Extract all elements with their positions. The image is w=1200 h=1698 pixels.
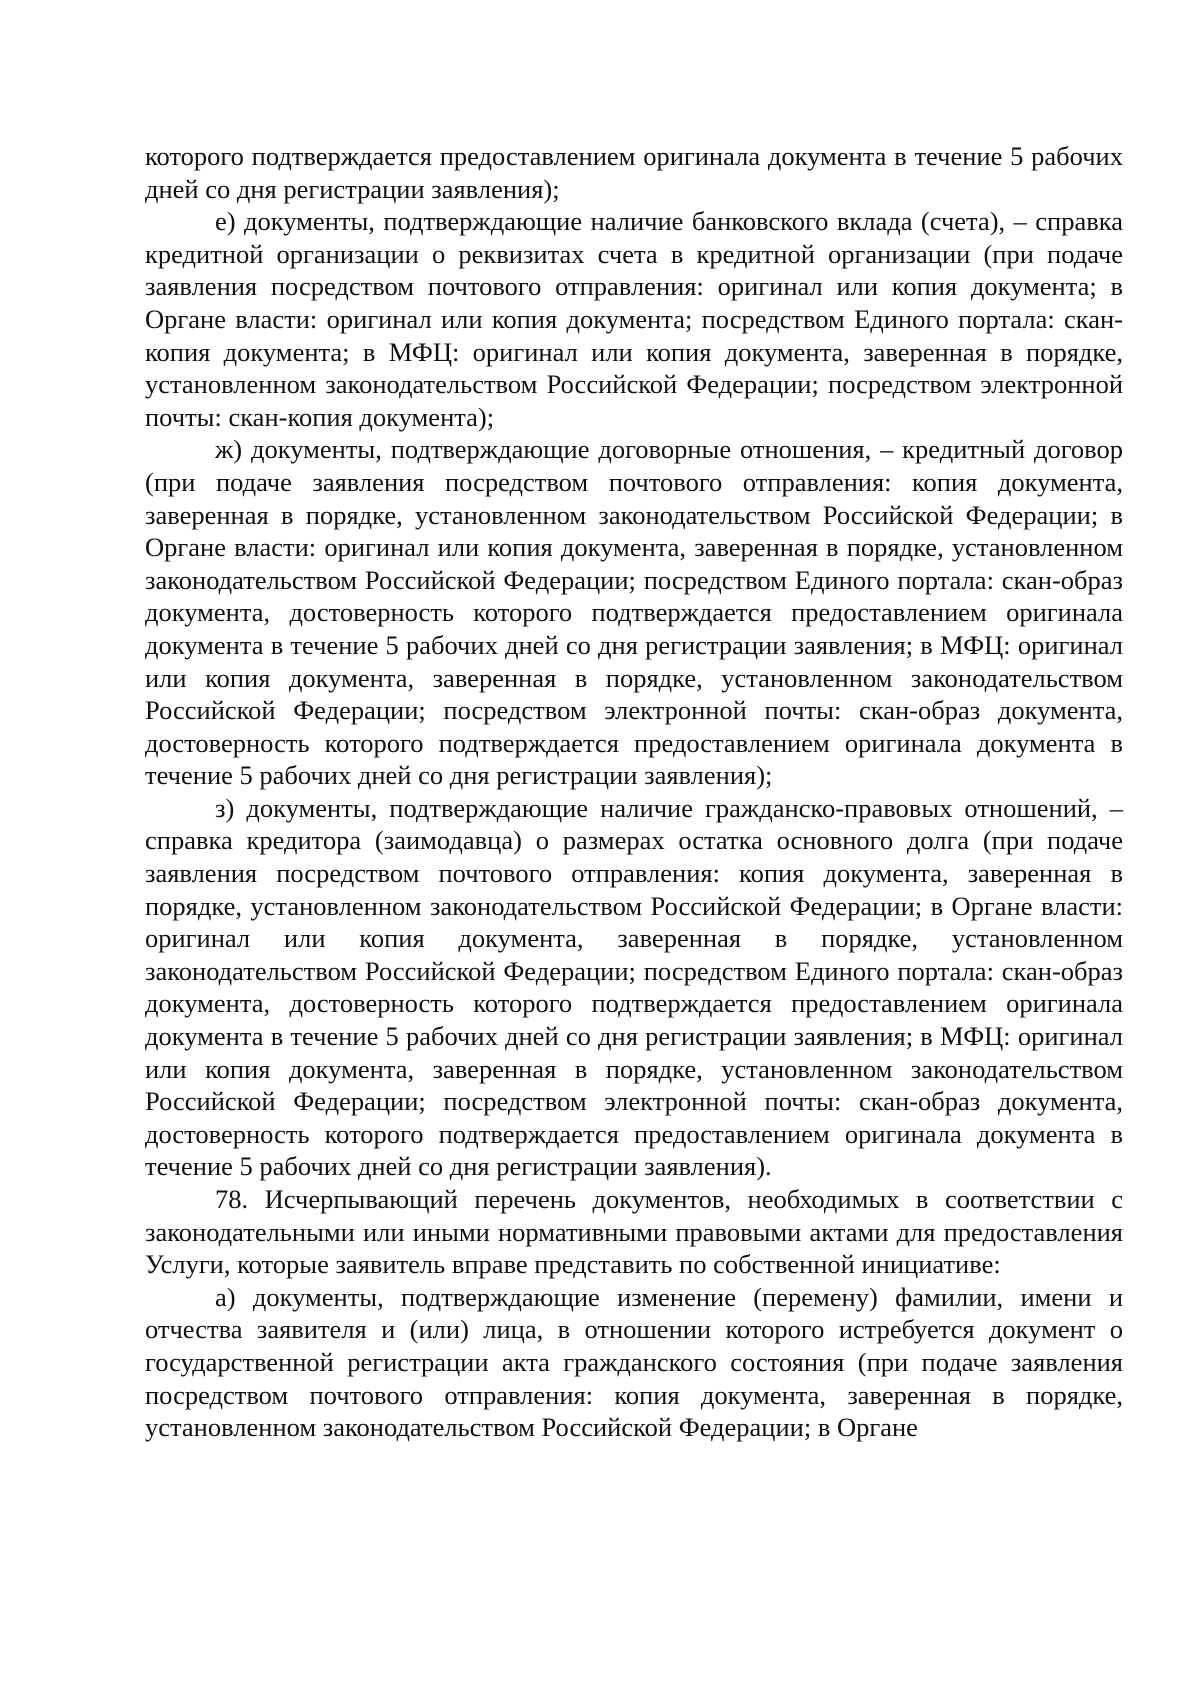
paragraph-item-e: е) документы, подтверждающие наличие банковского вклада (счета), – справка кредитной организации о реквизитах счета в кредитной организации (при подаче заявления посредством почтового отправления: оригинал или копия документа; в Органе власти: оригинал или копия документа; посредством Единого портала: скан-копия документа; в МФЦ: оригинал или копия документа, заверенная в порядке, установленном законодательством Российской Федерации; посредством электронной почты: скан-копия документа); xyxy=(145,206,1123,432)
paragraph-item-z: з) документы, подтверждающие наличие гражданско-правовых отношений, – справка кредитора (заимодавца) о размерах остатка основного долга (при подаче заявления посредством почтового отправления: копия документа, заверенная в порядке, установленном законодательством Российской Федерации; в Органе власти: оригинал или копия документа, заверенная в порядке, установленном законодательством Российской Федерации; посредством Единого портала: скан-образ документа, достоверность которого подтверждается предоставлением оригинала документа в течение 5 рабочих дней со дня регистрации заявления; в МФЦ: оригинал или копия документа, заверенная в порядке, установленном законодательством Российской Федерации; посредством электронной почты: скан-образ документа, достоверность которого подтверждается предоставлением оригинала документа в течение 5 рабочих дней со дня регистрации заявления). xyxy=(145,792,1123,1182)
paragraph-78: 78. Исчерпывающий перечень документов, необходимых в соответствии с законодательными или иными нормативными правовыми актами для предоставления Услуги, которые заявитель вправе представить по собственной инициативе: xyxy=(145,1184,1123,1280)
paragraph-continuation: которого подтверждается предоставлением оригинала документа в течение 5 рабочих дней со дня регистрации заявления); xyxy=(145,141,1123,204)
paragraph-item-a: а) документы, подтверждающие изменение (перемену) фамилии, имени и отчества заявителя и (или) лица, в отношении которого истребуется документ о государственной регистрации акта гражданского состояния (при подаче заявления посредством почтового отправления: копия документа, заверенная в порядке, установленном законодательством Российской Федерации; в Органе xyxy=(145,1281,1123,1443)
paragraph-item-zh: ж) документы, подтверждающие договорные отношения, – кредитный договор (при подаче заявления посредством почтового отправления: копия документа, заверенная в порядке, установленном законодательством Российской Федерации; в Органе власти: оригинал или копия документа, заверенная в порядке, установленном законодательством Российской Федерации; посредством Единого портала: скан-образ документа, достоверность которого подтверждается предоставлением оригинала документа в течение 5 рабочих дней со дня регистрации заявления; в МФЦ: оригинал или копия документа, заверенная в порядке, установленном законодательством Российской Федерации; посредством электронной почты: скан-образ документа, достоверность которого подтверждается предоставлением оригинала документа в течение 5 рабочих дней со дня регистрации заявления); xyxy=(145,434,1123,791)
document-page xyxy=(145,140,1123,1444)
